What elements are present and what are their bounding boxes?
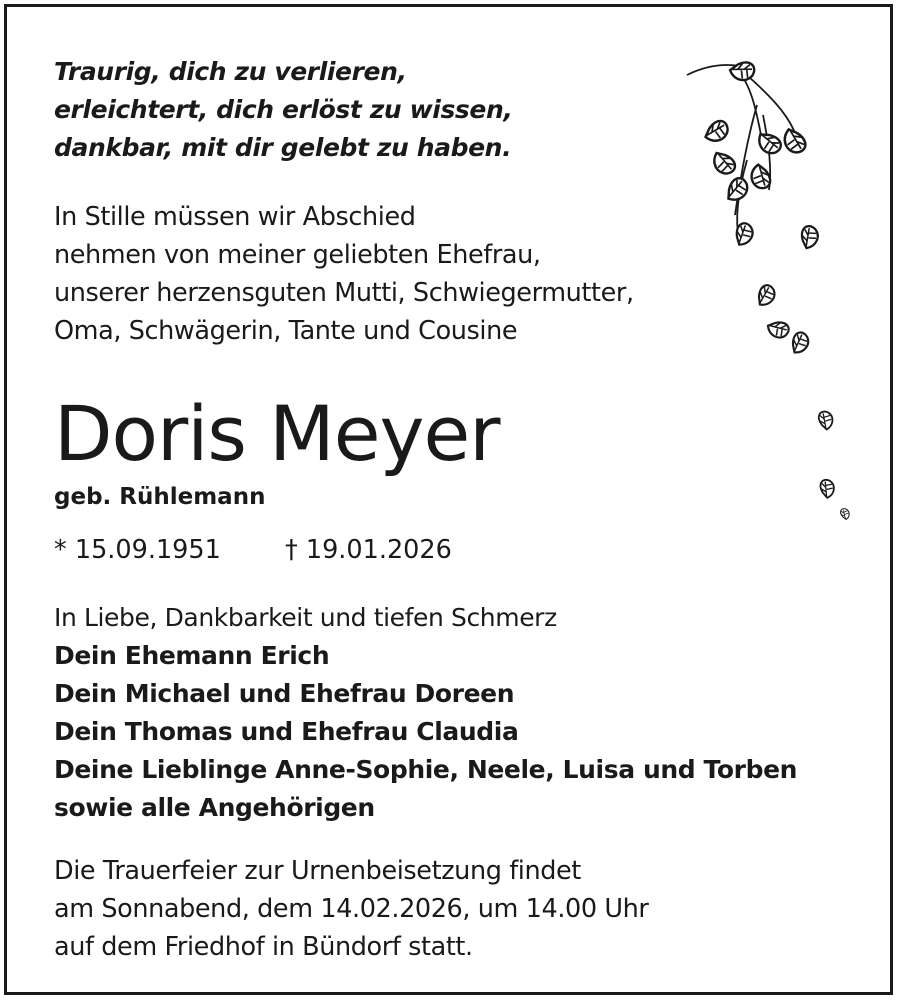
obituary-notice [4, 4, 893, 995]
mourner-line: Deine Lieblinge Anne-Sophie, Neele, Luisa und Torben [54, 755, 798, 784]
intro-line: unserer herzensguten Mutti, Schwiegermutter, [54, 278, 634, 308]
birth-date: * 15.09.1951 [54, 535, 221, 565]
motto-line: Traurig, dich zu verlieren, [54, 57, 407, 86]
service-line: Die Trauerfeier zur Urnenbeisetzung findet [54, 856, 581, 886]
intro-line: Oma, Schwägerin, Tante und Cousine [54, 316, 518, 346]
mourners-intro: In Liebe, Dankbarkeit und tiefen Schmerz [54, 603, 557, 632]
birch-branch-icon [677, 45, 867, 545]
motto-line: erleichtert, dich erlöst zu wissen, [54, 95, 513, 124]
mourners [54, 599, 797, 827]
life-dates [54, 532, 452, 568]
intro-line: nehmen von meiner geliebten Ehefrau, [54, 240, 541, 270]
mourner-line: Dein Thomas und Ehefrau Claudia [54, 717, 519, 746]
mourner-line: Dein Ehemann Erich [54, 641, 330, 670]
death-date: † 19.01.2026 [285, 535, 452, 565]
mourner-line: sowie alle Angehörigen [54, 793, 375, 822]
funeral-service-info [54, 852, 649, 966]
deceased-name: Doris Meyer [54, 389, 500, 478]
farewell-intro [54, 198, 634, 350]
intro-line: In Stille müssen wir Abschied [54, 202, 416, 232]
mourner-line: Dein Michael und Ehefrau Doreen [54, 679, 515, 708]
motto [54, 53, 512, 167]
service-line: auf dem Friedhof in Bündorf statt. [54, 932, 473, 962]
service-line: am Sonnabend, dem 14.02.2026, um 14.00 Uhr [54, 894, 649, 924]
maiden-name: geb. Rühlemann [54, 484, 266, 510]
motto-line: dankbar, mit dir gelebt zu haben. [54, 133, 512, 162]
